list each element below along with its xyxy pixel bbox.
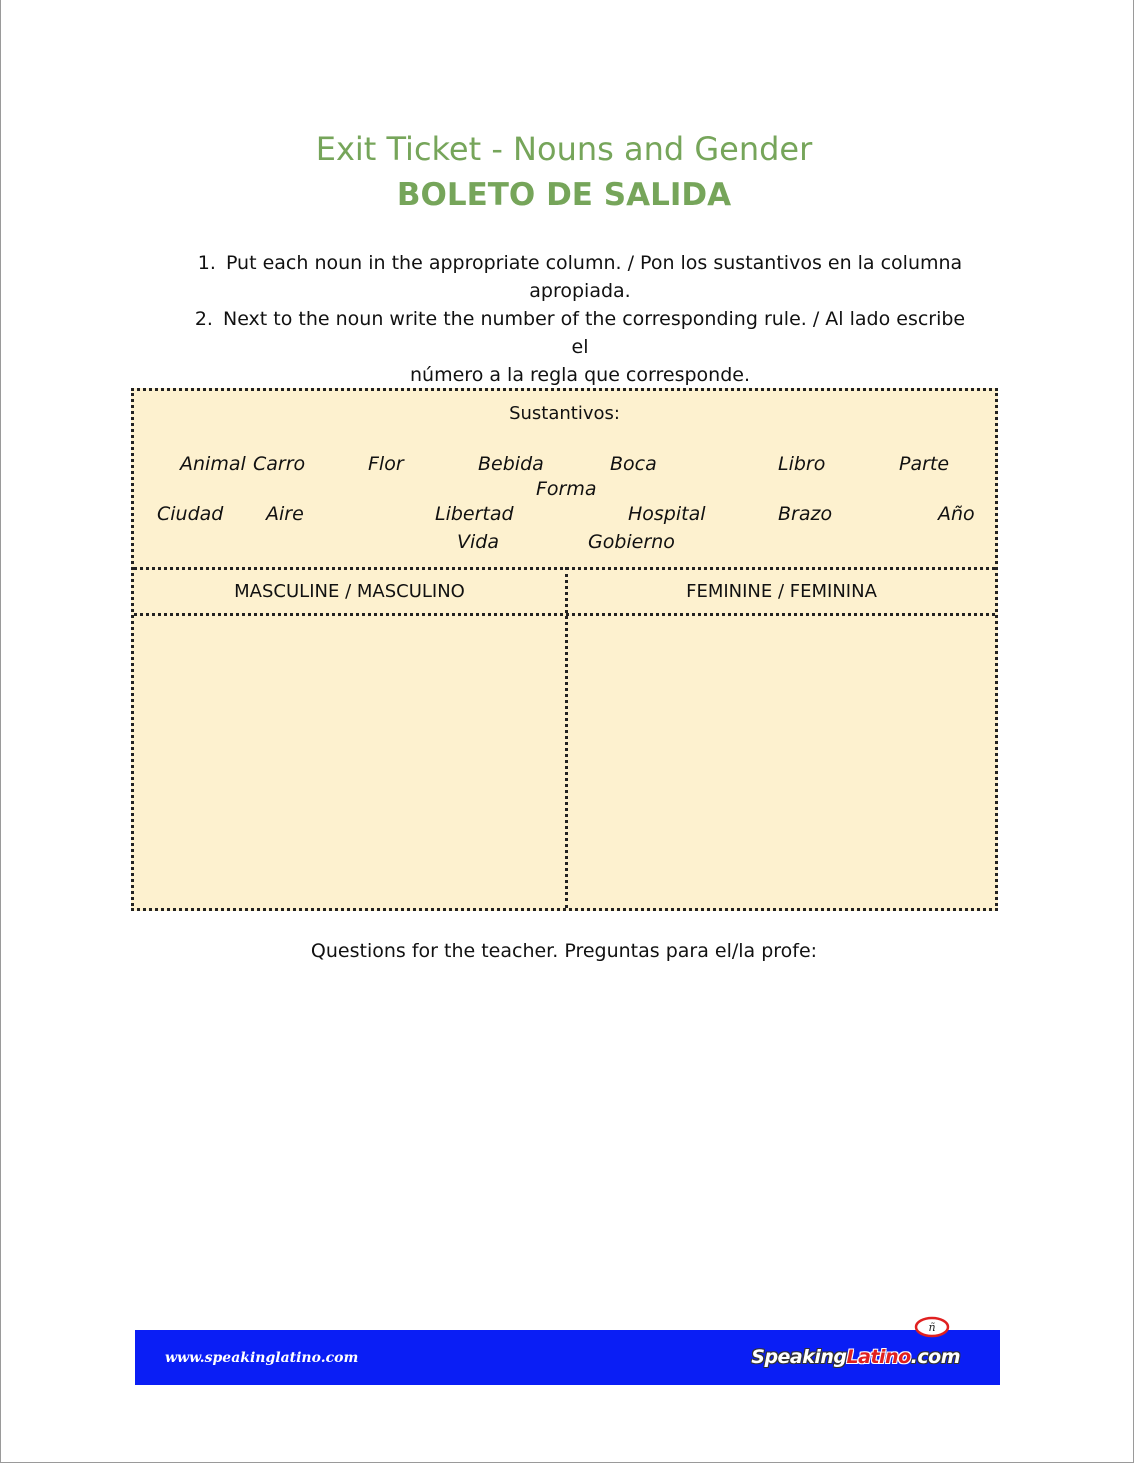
instruction-text-cont: número a la regla que corresponde. xyxy=(410,364,750,386)
logo-com: .com xyxy=(910,1346,960,1368)
noun-word: Parte xyxy=(899,453,950,475)
instruction-item xyxy=(190,305,970,389)
noun-word: Bebida xyxy=(478,453,544,475)
bubble-letter: ñ xyxy=(928,1321,936,1334)
noun-word: Ciudad xyxy=(157,503,224,525)
logo-latino: Latino xyxy=(846,1346,911,1368)
instruction-text-cont: apropiada. xyxy=(529,280,631,302)
noun-word: Animal xyxy=(180,453,246,475)
noun-word: Carro xyxy=(253,453,306,475)
noun-word: Forma xyxy=(536,478,597,500)
logo-speaking: Speaking xyxy=(751,1346,847,1368)
page-subtitle: BOLETO DE SALIDA xyxy=(396,177,732,213)
noun-word: Hospital xyxy=(628,503,706,525)
speakinglatino-logo[interactable] xyxy=(751,1346,960,1368)
instruction-text: Put each noun in the appropriate column. / Pon los sustantivos en la columna xyxy=(225,252,963,274)
instruction-number: 1. xyxy=(197,252,216,274)
noun-word: Flor xyxy=(368,453,404,475)
masculine-column-header: MASCULINE / MASCULINO xyxy=(234,581,465,602)
noun-word: Vida xyxy=(457,531,499,553)
footer-bar xyxy=(135,1321,1000,1385)
column-divider xyxy=(565,567,568,908)
noun-word: Boca xyxy=(610,453,657,475)
noun-word: Libertad xyxy=(435,503,514,525)
noun-word: Libro xyxy=(778,453,826,475)
feminine-column-header: FEMININE / FEMININA xyxy=(686,581,877,602)
noun-word: Gobierno xyxy=(588,531,675,553)
instructions-list xyxy=(190,249,970,389)
noun-word: Brazo xyxy=(778,503,833,525)
noun-word: Año xyxy=(938,503,975,525)
noun-word: Aire xyxy=(266,503,304,525)
footer-url-link[interactable]: www.speakinglatino.com xyxy=(165,1350,359,1366)
instruction-text: Next to the noun write the number of the corresponding rule. / Al lado escribe el xyxy=(222,308,966,358)
sorting-table xyxy=(131,388,998,911)
nouns-label: Sustantivos: xyxy=(509,403,620,424)
instruction-item xyxy=(190,249,970,305)
instruction-number: 2. xyxy=(194,308,213,330)
questions-prompt: Questions for the teacher. Preguntas para el/la profe: xyxy=(310,940,818,962)
speech-bubble-icon xyxy=(914,1316,950,1340)
page-title: Exit Ticket - Nouns and Gender xyxy=(315,130,813,168)
